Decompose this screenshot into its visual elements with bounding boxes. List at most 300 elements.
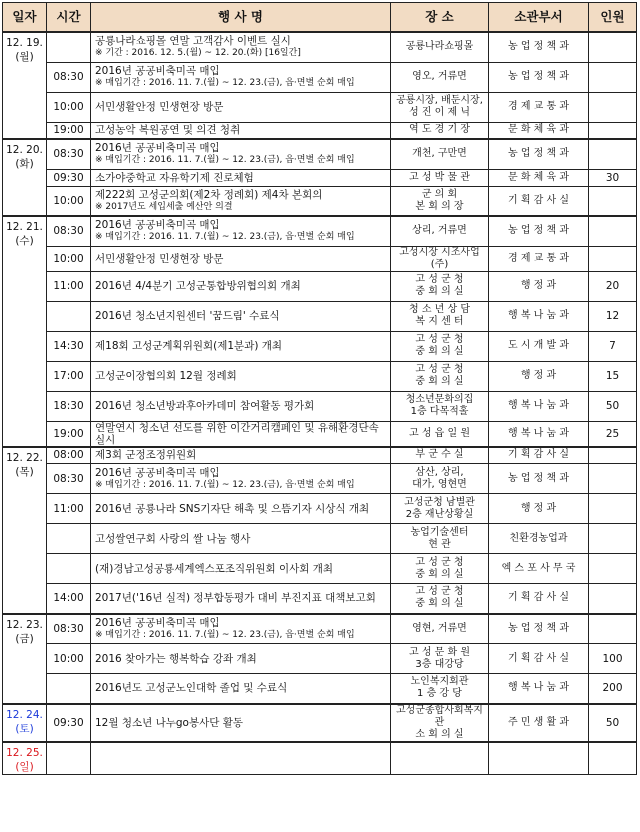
- people-cell: [589, 524, 637, 554]
- header-date: 일자: [3, 3, 47, 33]
- time-text: 08:30: [53, 472, 84, 485]
- event-title: 2016 찾아가는 행복학습 강좌 개최: [95, 652, 257, 665]
- schedule-row: [3, 246, 637, 271]
- date-cell: [3, 32, 47, 139]
- schedule-row: [3, 139, 637, 169]
- dept-text: 농 업 정 책 과: [507, 622, 569, 634]
- dept-cell: [489, 391, 589, 421]
- place-cell: [391, 464, 489, 494]
- time-cell: [47, 554, 91, 584]
- dept-cell: [489, 614, 589, 644]
- dept-cell: [489, 421, 589, 447]
- dept-text: 농 업 정 책 과: [507, 71, 569, 82]
- place-text: 중 회 의 실: [415, 376, 464, 387]
- event-title: 2016년도 고성군노인대학 졸업 및 수료식: [95, 682, 288, 695]
- people-cell: [589, 494, 637, 524]
- place-text: 부 군 수 실: [415, 449, 464, 461]
- event-title: 2016년 청소년지원센터 '꿈드림' 수료식: [95, 310, 280, 322]
- dept-text: 경 제 교 통 과: [507, 252, 569, 264]
- dept-text: 엑 스 포 사 무 국: [501, 562, 576, 574]
- place-text: 고 성 박 물 관: [408, 171, 470, 183]
- dept-cell: [489, 186, 589, 216]
- place-text: 1 층 강 당: [417, 688, 462, 700]
- place-text: 공룡나라쇼핑몰: [405, 41, 474, 53]
- dept-cell: [489, 447, 589, 464]
- time-cell: [47, 92, 91, 122]
- place-text: 소 회 의 실: [415, 728, 464, 740]
- people-text: 30: [605, 171, 620, 184]
- time-cell: [47, 391, 91, 421]
- event-note: ※ 매입기간 : 2016. 11. 7.(월) ~ 12. 23.(금), 읍·면별 순회 매입: [95, 78, 355, 88]
- dept-text: 행 정 과: [520, 502, 557, 514]
- dept-cell: [489, 32, 589, 62]
- place-cell: [391, 32, 489, 62]
- dept-cell: [489, 62, 589, 92]
- event-title: 서민생활안정 민생현장 방문: [95, 252, 224, 265]
- event-cell: [91, 644, 391, 674]
- people-cell: [589, 614, 637, 644]
- people-text: 25: [605, 427, 620, 440]
- dept-cell: [489, 742, 589, 775]
- event-title: 12월 청소년 나누go봉사단 활동: [95, 716, 244, 729]
- time-text: 08:30: [53, 622, 84, 635]
- event-note: ※ 2017년도 세입세출 예산안 의결: [95, 201, 233, 212]
- dept-text: 문 화 체 육 과: [507, 171, 569, 183]
- schedule-row: [3, 391, 637, 421]
- time-text: 18:30: [53, 400, 84, 412]
- event-cell: [91, 524, 391, 554]
- place-text: 군 의 회: [421, 188, 458, 200]
- place-cell: [391, 331, 489, 361]
- event-title: 2016년 공공비축미곡 매입: [95, 219, 220, 232]
- time-text: 08:00: [53, 449, 84, 462]
- event-cell: [91, 186, 391, 216]
- dept-text: 행 복 나 눔 과: [507, 427, 569, 439]
- people-text: 12: [605, 310, 620, 322]
- header-dept: 소관부서: [489, 3, 589, 33]
- place-cell: [391, 584, 489, 614]
- time-cell: [47, 524, 91, 554]
- dept-cell: [489, 139, 589, 169]
- date-text: 12. 22.: [6, 451, 43, 464]
- place-text: 노인복지회관: [410, 676, 469, 688]
- date-text: 12. 21.: [6, 221, 43, 233]
- people-text: 50: [605, 716, 620, 729]
- time-text: 10:00: [53, 194, 84, 207]
- place-text: 중 회 의 실: [415, 598, 464, 610]
- time-text: 11:00: [53, 502, 84, 515]
- time-cell: [47, 246, 91, 271]
- place-text: 중 회 의 실: [415, 568, 464, 580]
- place-cell: [391, 494, 489, 524]
- people-cell: [589, 584, 637, 614]
- dept-text: 주 민 생 활 과: [507, 716, 569, 728]
- dept-text: 기 획 감 사 실: [507, 652, 569, 664]
- date-text: 12. 20.: [6, 144, 43, 156]
- place-text: 1층 다목적홀: [410, 406, 469, 417]
- time-cell: [47, 584, 91, 614]
- time-text: 19:00: [53, 124, 84, 137]
- dept-cell: [489, 674, 589, 704]
- place-text: 고성군청 남별관: [404, 496, 475, 508]
- people-cell: [589, 742, 637, 775]
- event-note: ※ 기간 : 2016. 12. 5.(월) ~ 12. 20.(화) [16일간]: [95, 48, 301, 59]
- place-text: 본 회 의 장: [415, 200, 464, 212]
- dept-text: 농 업 정 책 과: [507, 148, 569, 160]
- event-title: 서민생활안정 민생현장 방문: [95, 101, 224, 113]
- dept-text: 행 정 과: [520, 370, 557, 381]
- time-text: 11:00: [53, 280, 84, 292]
- time-cell: [47, 421, 91, 447]
- people-cell: [589, 122, 637, 139]
- dept-cell: [489, 246, 589, 271]
- place-text: 개천, 구만면: [412, 148, 467, 160]
- place-text: 고 성 군 청: [415, 274, 464, 285]
- date-cell: [3, 447, 47, 614]
- event-cell: [91, 301, 391, 331]
- date-text: 12. 23.: [6, 618, 43, 631]
- schedule-row: [3, 644, 637, 674]
- date-text: (일): [15, 760, 34, 773]
- place-text: 고성시장 시조사업(주): [399, 246, 480, 270]
- people-cell: [589, 32, 637, 62]
- schedule-row: [3, 524, 637, 554]
- time-cell: [47, 301, 91, 331]
- event-title: 고성농악 복원공연 및 의견 청취: [95, 124, 241, 137]
- place-text: 중 회 의 실: [415, 346, 464, 357]
- event-cell: [91, 331, 391, 361]
- time-cell: [47, 169, 91, 186]
- event-title: 공룡나라쇼핑몰 연말 고객감사 이벤트 실시: [95, 35, 291, 48]
- dept-cell: [489, 494, 589, 524]
- event-note: ※ 매입기간 : 2016. 11. 7.(월) ~ 12. 23.(금), 읍·면별 순회 매입: [95, 232, 355, 243]
- place-cell: [391, 447, 489, 464]
- place-text: 상리, 거류면: [412, 225, 467, 237]
- dept-cell: [489, 644, 589, 674]
- date-text: 12. 25.: [6, 746, 43, 759]
- dept-cell: [489, 271, 589, 301]
- event-note: ※ 매입기간 : 2016. 11. 7.(월) ~ 12. 23.(금), 읍·면별 순회 매입: [95, 629, 355, 640]
- event-cell: [91, 421, 391, 447]
- people-text: 7: [609, 340, 616, 352]
- event-title: 2016년 공룡나라 SNS기자단 해촉 및 으뜸기자 시상식 개최: [95, 502, 370, 515]
- place-cell: [391, 421, 489, 447]
- people-cell: [589, 447, 637, 464]
- people-cell: [589, 139, 637, 169]
- schedule-body: [3, 32, 637, 774]
- time-text: 10:00: [53, 252, 84, 265]
- date-text: (월): [15, 51, 34, 63]
- people-text: 20: [605, 280, 620, 292]
- event-title: 2016년 공공비축미곡 매입: [95, 65, 220, 77]
- schedule-row: [3, 614, 637, 644]
- schedule-row: [3, 361, 637, 391]
- place-text: 영현, 거류면: [412, 622, 467, 634]
- people-cell: [589, 464, 637, 494]
- dept-text: 기 획 감 사 실: [507, 592, 569, 604]
- dept-text: 농 업 정 책 과: [507, 225, 569, 237]
- schedule-row: [3, 674, 637, 704]
- time-text: 08:30: [53, 148, 84, 161]
- dept-text: 경 제 교 통 과: [507, 101, 569, 112]
- date-text: (금): [15, 632, 34, 645]
- date-cell: [3, 139, 47, 216]
- place-text: 고 성 문 화 원: [408, 646, 470, 658]
- people-cell: [589, 246, 637, 271]
- time-cell: [47, 139, 91, 169]
- event-title: 2016년 4/4분기 고성군통합방위협의회 개최: [95, 280, 301, 292]
- schedule-row: [3, 216, 637, 246]
- people-cell: [589, 169, 637, 186]
- date-text: 12. 19.: [6, 37, 43, 49]
- place-text: 고성군종합사회복지관: [396, 704, 483, 728]
- place-cell: [391, 139, 489, 169]
- dept-text: 기 획 감 사 실: [507, 449, 569, 461]
- event-cell: [91, 216, 391, 246]
- place-cell: [391, 186, 489, 216]
- dept-cell: [489, 704, 589, 742]
- dept-text: 친환경농업과: [509, 532, 568, 544]
- place-cell: [391, 301, 489, 331]
- header-row: [3, 3, 637, 33]
- event-cell: [91, 361, 391, 391]
- event-cell: [91, 139, 391, 169]
- dept-text: 행 정 과: [520, 280, 557, 291]
- dept-cell: [489, 169, 589, 186]
- place-cell: [391, 704, 489, 742]
- time-cell: [47, 494, 91, 524]
- time-text: 09:30: [53, 716, 84, 729]
- dept-text: 기 획 감 사 실: [507, 194, 569, 206]
- place-text: 공룡시장, 배둔시장,: [396, 95, 483, 106]
- event-cell: [91, 62, 391, 92]
- place-text: 성 진 이 제 닉: [408, 107, 470, 118]
- dept-cell: [489, 301, 589, 331]
- date-text: (화): [15, 158, 34, 170]
- event-title: 고성군이장협의회 12월 정례회: [95, 370, 237, 382]
- dept-cell: [489, 584, 589, 614]
- place-text: 역 도 경 기 장: [408, 124, 470, 136]
- date-text: (수): [15, 235, 34, 247]
- people-cell: [589, 271, 637, 301]
- event-cell: [91, 494, 391, 524]
- place-text: 중 회 의 실: [415, 286, 464, 297]
- place-cell: [391, 271, 489, 301]
- time-text: 10:00: [53, 652, 84, 665]
- people-text: 100: [602, 652, 623, 665]
- event-note: ※ 매입기간 : 2016. 11. 7.(월) ~ 12. 23.(금), 읍·면별 순회 매입: [95, 479, 355, 490]
- event-cell: [91, 391, 391, 421]
- place-cell: [391, 92, 489, 122]
- people-cell: [589, 92, 637, 122]
- event-cell: [91, 246, 391, 271]
- place-text: 삼산, 상리,: [415, 466, 464, 478]
- people-text: 15: [605, 370, 620, 382]
- event-title: 고성쌀연구회 사랑의 쌀 나눔 행사: [95, 532, 251, 545]
- header-place: 장 소: [391, 3, 489, 33]
- time-cell: [47, 331, 91, 361]
- event-title: 제222회 고성군의회(제2차 정례회) 제4차 본회의: [95, 188, 323, 201]
- time-text: 14:00: [53, 592, 84, 605]
- place-cell: [391, 524, 489, 554]
- event-title: 2016년 공공비축미곡 매입: [95, 616, 220, 629]
- schedule-row: [3, 331, 637, 361]
- event-cell: [91, 614, 391, 644]
- place-cell: [391, 62, 489, 92]
- dept-text: 행 복 나 눔 과: [507, 310, 569, 321]
- time-text: 14:30: [53, 340, 84, 352]
- place-cell: [391, 391, 489, 421]
- time-cell: [47, 742, 91, 775]
- place-text: 고 성 군 청: [415, 586, 464, 598]
- dept-text: 문 화 체 육 과: [507, 124, 569, 136]
- time-text: 09:30: [53, 171, 84, 184]
- place-cell: [391, 742, 489, 775]
- schedule-row: [3, 464, 637, 494]
- time-text: 19:00: [53, 427, 84, 440]
- dept-cell: [489, 216, 589, 246]
- place-text: 대가, 영현면: [412, 478, 467, 490]
- people-cell: [589, 554, 637, 584]
- time-text: 08:30: [53, 225, 84, 238]
- people-cell: [589, 644, 637, 674]
- event-cell: [91, 92, 391, 122]
- schedule-row: [3, 742, 637, 775]
- event-cell: [91, 674, 391, 704]
- schedule-row: [3, 186, 637, 216]
- place-cell: [391, 644, 489, 674]
- date-text: (토): [15, 722, 34, 735]
- people-cell: [589, 186, 637, 216]
- dept-cell: [489, 464, 589, 494]
- schedule-row: [3, 122, 637, 139]
- event-title: 소가야중학교 자유학기제 진로체험: [95, 171, 254, 184]
- dept-text: 행 복 나 눔 과: [507, 682, 569, 694]
- place-cell: [391, 614, 489, 644]
- header-people: 인원: [589, 3, 637, 33]
- event-cell: [91, 271, 391, 301]
- time-text: 17:00: [53, 370, 84, 382]
- dept-cell: [489, 524, 589, 554]
- place-text: 2층 재난상황실: [405, 508, 474, 520]
- place-text: 고 성 읍 일 원: [408, 427, 470, 439]
- place-cell: [391, 169, 489, 186]
- event-cell: [91, 464, 391, 494]
- event-title: 2016년 공공비축미곡 매입: [95, 466, 220, 479]
- place-text: 영오, 거류면: [412, 71, 467, 82]
- schedule-row: [3, 92, 637, 122]
- people-cell: [589, 361, 637, 391]
- schedule-row: [3, 447, 637, 464]
- place-text: 농업기술센터: [410, 526, 469, 538]
- dept-cell: [489, 554, 589, 584]
- dept-text: 행 복 나 눔 과: [507, 400, 569, 411]
- place-text: 고 성 군 청: [415, 364, 464, 375]
- time-cell: [47, 216, 91, 246]
- people-cell: [589, 216, 637, 246]
- date-cell: [3, 614, 47, 704]
- time-text: 08:30: [53, 71, 84, 83]
- dept-text: 도 시 개 발 과: [507, 340, 569, 351]
- dept-cell: [489, 92, 589, 122]
- time-cell: [47, 122, 91, 139]
- date-text: (목): [15, 465, 34, 478]
- schedule-row: [3, 421, 637, 447]
- event-cell: [91, 742, 391, 775]
- dept-text: 농 업 정 책 과: [507, 41, 569, 53]
- event-cell: [91, 584, 391, 614]
- date-cell: [3, 216, 47, 447]
- time-cell: [47, 704, 91, 742]
- schedule-row: [3, 494, 637, 524]
- event-title: 2017년('16년 실적) 정부합동평가 대비 부진지표 대책보고회: [95, 592, 376, 605]
- header-time: 시간: [47, 3, 91, 33]
- schedule-table: [2, 2, 637, 775]
- schedule-row: [3, 584, 637, 614]
- time-cell: [47, 361, 91, 391]
- date-cell: [3, 704, 47, 742]
- place-cell: [391, 122, 489, 139]
- schedule-row: [3, 301, 637, 331]
- dept-cell: [489, 331, 589, 361]
- time-cell: [47, 271, 91, 301]
- time-cell: [47, 447, 91, 464]
- event-title: 제18회 고성군계획위원회(제1분과) 개최: [95, 340, 283, 352]
- place-cell: [391, 361, 489, 391]
- event-title: 제3회 군정조정위원회: [95, 449, 197, 462]
- date-cell: [3, 742, 47, 775]
- place-cell: [391, 674, 489, 704]
- event-cell: [91, 169, 391, 186]
- event-cell: [91, 554, 391, 584]
- place-text: 청소년문화의집: [405, 394, 474, 405]
- event-title: 연말연시 청소년 선도를 위한 이간거리캠페인 및 유해환경단속 실시: [95, 421, 379, 446]
- time-cell: [47, 644, 91, 674]
- schedule-row: [3, 32, 637, 62]
- people-cell: [589, 301, 637, 331]
- place-cell: [391, 554, 489, 584]
- schedule-row: [3, 62, 637, 92]
- people-text: 200: [602, 682, 623, 695]
- place-cell: [391, 216, 489, 246]
- schedule-row: [3, 554, 637, 584]
- time-cell: [47, 464, 91, 494]
- event-title: 2016년 공공비축미곡 매입: [95, 142, 220, 155]
- schedule-row: [3, 169, 637, 186]
- event-cell: [91, 447, 391, 464]
- event-title: 2016년 청소년방과후아카데미 참여활동 평가회: [95, 400, 315, 412]
- dept-text: 농 업 정 책 과: [507, 472, 569, 484]
- header-event: 행 사 명: [91, 3, 391, 33]
- place-text: 현 관: [428, 538, 451, 550]
- people-cell: [589, 421, 637, 447]
- event-note: ※ 매입기간 : 2016. 11. 7.(월) ~ 12. 23.(금), 읍·면별 순회 매입: [95, 155, 355, 166]
- time-cell: [47, 674, 91, 704]
- people-cell: [589, 331, 637, 361]
- schedule-row: [3, 271, 637, 301]
- event-cell: [91, 704, 391, 742]
- place-text: 고 성 군 청: [415, 334, 464, 345]
- place-cell: [391, 246, 489, 271]
- people-text: 50: [605, 400, 620, 412]
- place-text: 복 지 센 터: [415, 316, 464, 327]
- dept-cell: [489, 122, 589, 139]
- time-cell: [47, 32, 91, 62]
- people-cell: [589, 674, 637, 704]
- date-text: 12. 24.: [6, 708, 43, 721]
- place-text: 청 소 년 상 담: [408, 304, 470, 315]
- event-title: (재)경남고성공룡세계엑스포조직위원회 이사회 개최: [95, 562, 334, 575]
